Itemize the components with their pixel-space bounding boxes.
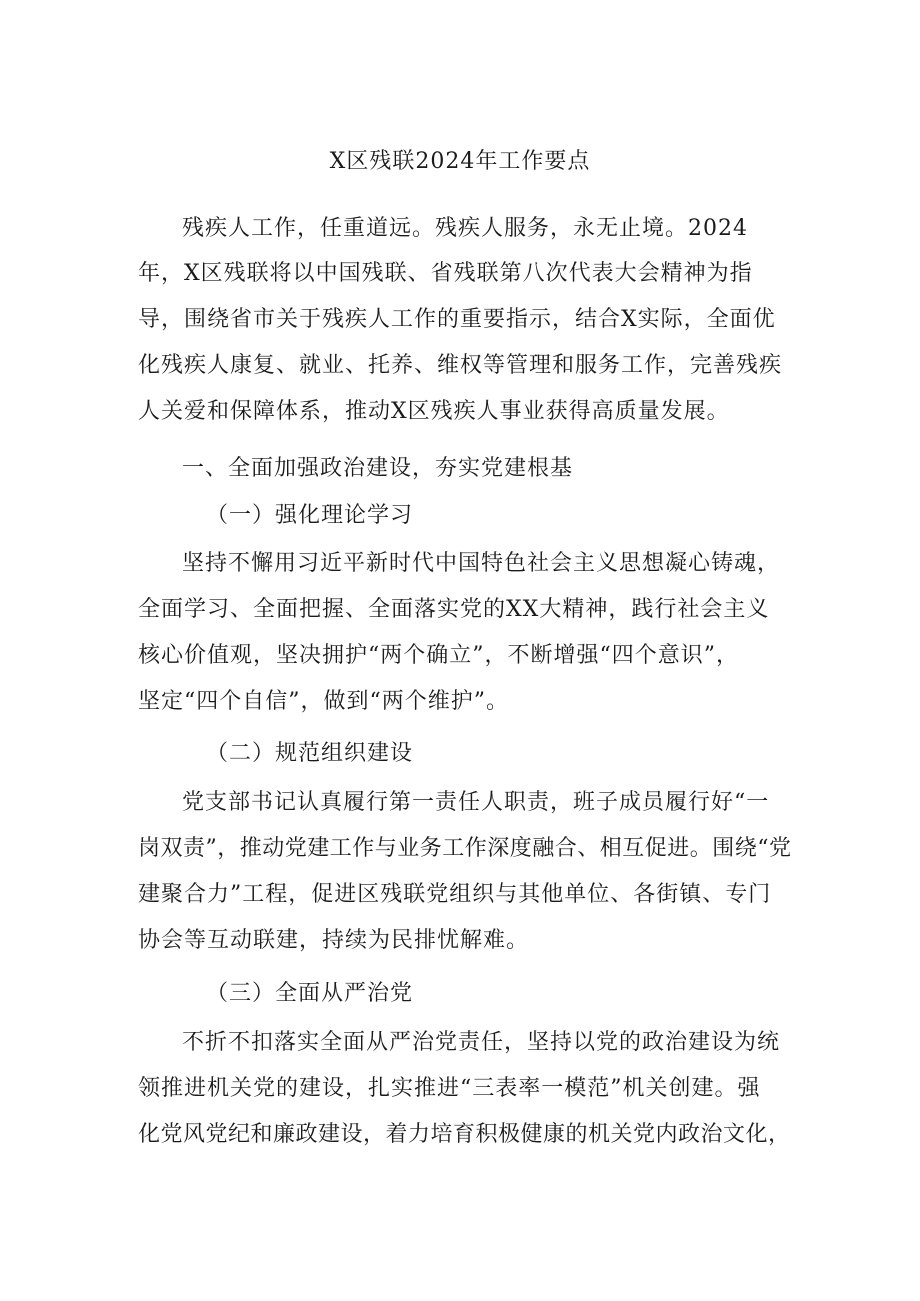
intro-line: 年，X区残联将以中国残联、省残联第八次代表大会精神为指 xyxy=(138,261,753,286)
intro-line: 人关爱和保障体系，推动X区残疾人事业获得高质量发展。 xyxy=(138,399,730,424)
paragraph-line: 党支部书记认真履行第一责任人职责，班子成员履行好“一 xyxy=(182,790,770,815)
subsection-heading: （二）规范组织建设 xyxy=(206,741,414,766)
paragraph-line: 全面学习、全面把握、全面落实党的XX大精神，践行社会主义 xyxy=(138,597,770,622)
paragraph-line: 化党风党纪和廉政建设，着力培育积极健康的机关党内政治文化， xyxy=(138,1122,791,1147)
subsection-heading: （一）强化理论学习 xyxy=(206,503,414,528)
document-title: X区残联2024年工作要点 xyxy=(329,149,591,174)
paragraph-line: 岗双责”，推动党建工作与业务工作深度融合、相互促进。围绕“党 xyxy=(138,836,792,861)
paragraph-line: 协会等互动联建，持续为民排忧解难。 xyxy=(138,928,530,953)
intro-line: 残疾人工作，任重道远。残疾人服务，永无止境。2024 xyxy=(182,216,748,241)
section-heading: 一、全面加强政治建设，夯实党建根基 xyxy=(182,456,574,481)
paragraph-line: 领推进机关党的建设，扎实推进“三表率一模范”机关创建。强 xyxy=(138,1076,761,1101)
subsection-heading: （三）全面从严治党 xyxy=(206,981,414,1006)
paragraph-line: 建聚合力”工程，促进区残联党组织与其他单位、各街镇、专门 xyxy=(138,882,772,907)
paragraph-line: 坚持不懈用习近平新时代中国特色社会主义思想凝心铸魂， xyxy=(182,551,781,576)
paragraph-line: 核心价值观，坚决拥护“两个确立”，不断增强“四个意识”， xyxy=(138,643,739,668)
intro-line: 导，围绕省市关于残疾人工作的重要指示，结合X实际，全面优 xyxy=(138,307,776,332)
paragraph-line: 不折不扣落实全面从严治党责任，坚持以党的政治建设为统 xyxy=(182,1030,781,1055)
paragraph-line: 坚定“四个自信”，做到“两个维护”。 xyxy=(138,689,509,714)
intro-line: 化残疾人康复、就业、托养、维权等管理和服务工作，完善残疾 xyxy=(138,353,783,378)
